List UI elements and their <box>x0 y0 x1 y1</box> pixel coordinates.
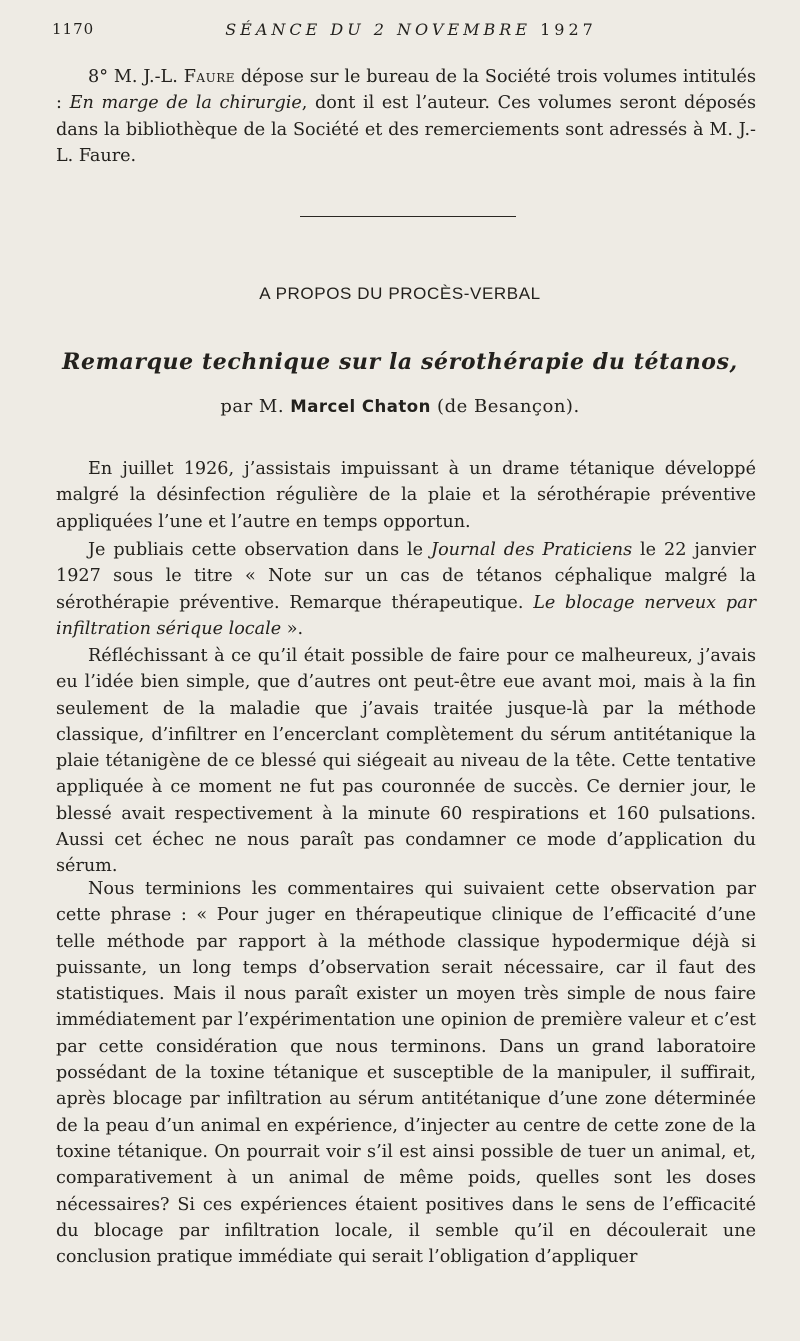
note-title: Le blocage nerveux par infiltration sérique locale <box>56 592 756 639</box>
intro-prefix: 8° M. J.-L. <box>88 67 184 87</box>
intro-text-2: , dont il est l’auteur. Ces volumes seront déposés dans la bibliothèque de la Société et des remerciements sont adressés à M. J.-L. Faure. <box>56 93 756 166</box>
page-number: 1170 <box>52 20 95 38</box>
article-title: Remarque technique sur la sérothérapie du tétanos, <box>62 349 738 375</box>
book-title: En marge de la chirurgie <box>69 93 302 114</box>
byline-prefix: par M. <box>220 396 291 417</box>
author-name: Faure <box>183 67 236 87</box>
byline-author: Marcel Chaton <box>290 397 431 416</box>
journal-title: Journal des Praticiens <box>431 540 633 560</box>
intro-text-1: dépose sur le bureau de la Société trois volumes intitulés : <box>56 67 756 114</box>
byline-suffix: (de Besançon). <box>430 396 580 417</box>
body-paragraph-3: Réfléchissant à ce qu’il était possible de faire pour ce malheureux, j’avais eu l’idée bien simple, que d’autres ont peut-être eue avant moi, mais à la fin seulement de la maladie que j’avais traitée jusque-là par la méthode classique, d’infiltrer en l’encerclant complètement du sérum antitétanique la plaie tétanigène de ce blessé qui siégeait au niveau de la tête. Cette tentative appliquée à ce moment ne fut pas couronnée de succès. Ce dernier jour, le blessé avait respectivement à la minute 60 respirations et 160 pulsations. Aussi cet échec ne nous paraît pas condamner ce mode d’application du sérum. <box>56 646 756 877</box>
page-header <box>52 20 770 44</box>
running-title-text: SÉANCE DU 2 NOVEMBRE <box>225 20 531 39</box>
section-heading: A PROPOS DU PROCÈS-VERBAL <box>259 284 541 303</box>
body-paragraph-2 <box>56 537 756 642</box>
byline <box>0 396 800 417</box>
intro-paragraph <box>56 64 756 169</box>
body-paragraph-4: Nous terminions les commentaires qui suivaient cette observation par cette phrase : « Pour juger en thérapeutique clinique de l’efficacité d’une telle méthode par rapport à la méthode classique hypodermique déjà si puissante, un long temps d’observation serait nécessaire, car il faut des statistiques. Mais il nous paraît exister un moyen très simple de nous faire immédiatement par l’expérimentation une opinion de première valeur et c’est par cette considération que nous terminons. Dans un grand laboratoire possédant de la toxine tétanique et susceptible de la manipuler, il suffirait, après blocage par infiltration au sérum antitétanique d’une zone déterminée de la peau d’un animal en expérience, d’injecter au centre de cette zone de la toxine tétanique. On pourrait voir s’il est ainsi possible de tuer un animal, et, comparativement à un animal de même poids, quelles sont les doses nécessaires? Si ces expériences étaient positives dans le sens de l’efficacité du blocage par infiltration locale, il semble qu’il en découlerait une conclusion pratique immédiate qui serait l’obligation d’appliquer <box>56 879 756 1268</box>
p2-text-c: ». <box>281 618 304 639</box>
body-paragraph-1: En juillet 1926, j’assistais impuissant à un drame tétanique développé malgré la désinfection régulière de la plaie et la sérothérapie préventive appliquées l’une et l’autre en temps opportun. <box>56 459 756 532</box>
running-title-year: 1927 <box>540 20 597 39</box>
running-title <box>52 20 770 39</box>
p2-text-a: Je publiais cette observation dans le <box>88 540 432 560</box>
separator-rule <box>300 216 516 217</box>
p2-text-b: le 22 janvier 1927 sous le titre « Note sur un cas de tétanos céphalique malgré la sérothérapie préventive. Remarque thérapeutique. <box>56 540 757 613</box>
